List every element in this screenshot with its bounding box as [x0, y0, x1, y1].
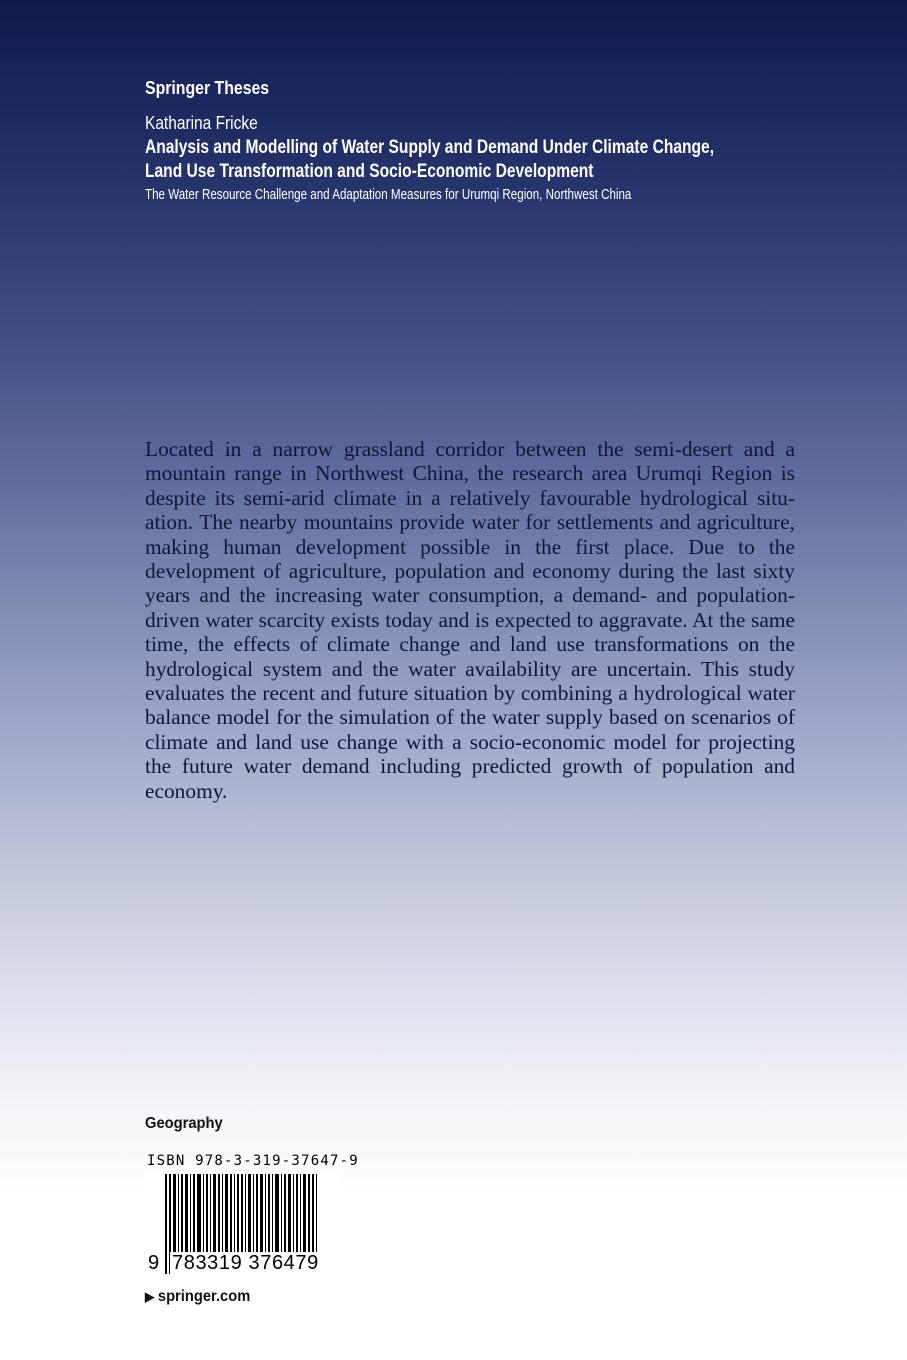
- book-title-line-2: Land Use Transformation and Socio-Economic Development: [145, 161, 594, 182]
- book-title-line-1: Analysis and Modelling of Water Supply and Demand Under Climate Change,: [145, 137, 715, 158]
- website-label: springer.com: [157, 1288, 251, 1305]
- arrow-right-icon: ▶: [145, 1289, 155, 1304]
- book-subtitle: The Water Resource Challenge and Adaptation Measures for Urumqi Region, Northwest China: [145, 187, 632, 203]
- barcode-lead-digit: 9: [148, 1252, 160, 1274]
- subject-category: Geography: [145, 1115, 223, 1132]
- barcode-digits: 783319 376479: [172, 1252, 319, 1274]
- barcode: [145, 1172, 341, 1282]
- series-name: Springer Theses: [145, 78, 270, 98]
- isbn-text: ISBN 978-3-319-37647-9: [147, 1153, 359, 1169]
- author-name: Katharina Fricke: [145, 113, 258, 133]
- publisher-website[interactable]: [145, 1288, 250, 1306]
- blurb-text: Located in a narrow grassland corridor between the semi-desert and a mountain range in Northwest China, the research area Urumqi Region is despite its semi-arid climate in a relatively favourable hydrological situation. The nearby mountains provide water for settlements and agriculture, making human development possible in the first place. Due to the development of agriculture, population and economy during the last sixty years and the increasing water consumption, a demand- and population-driven water scarcity exists today and is expected to aggravate. At the same time, the effects of climate change and land use transformations on the hydrological system and the water availability are uncertain. This study evaluates the recent and future situation by combining a hydrological water balance model for the simulation of the water supply based on scenarios of climate and land use change with a socio-economic model for projecting the future water demand including predicted growth of population and economy.: [145, 437, 795, 803]
